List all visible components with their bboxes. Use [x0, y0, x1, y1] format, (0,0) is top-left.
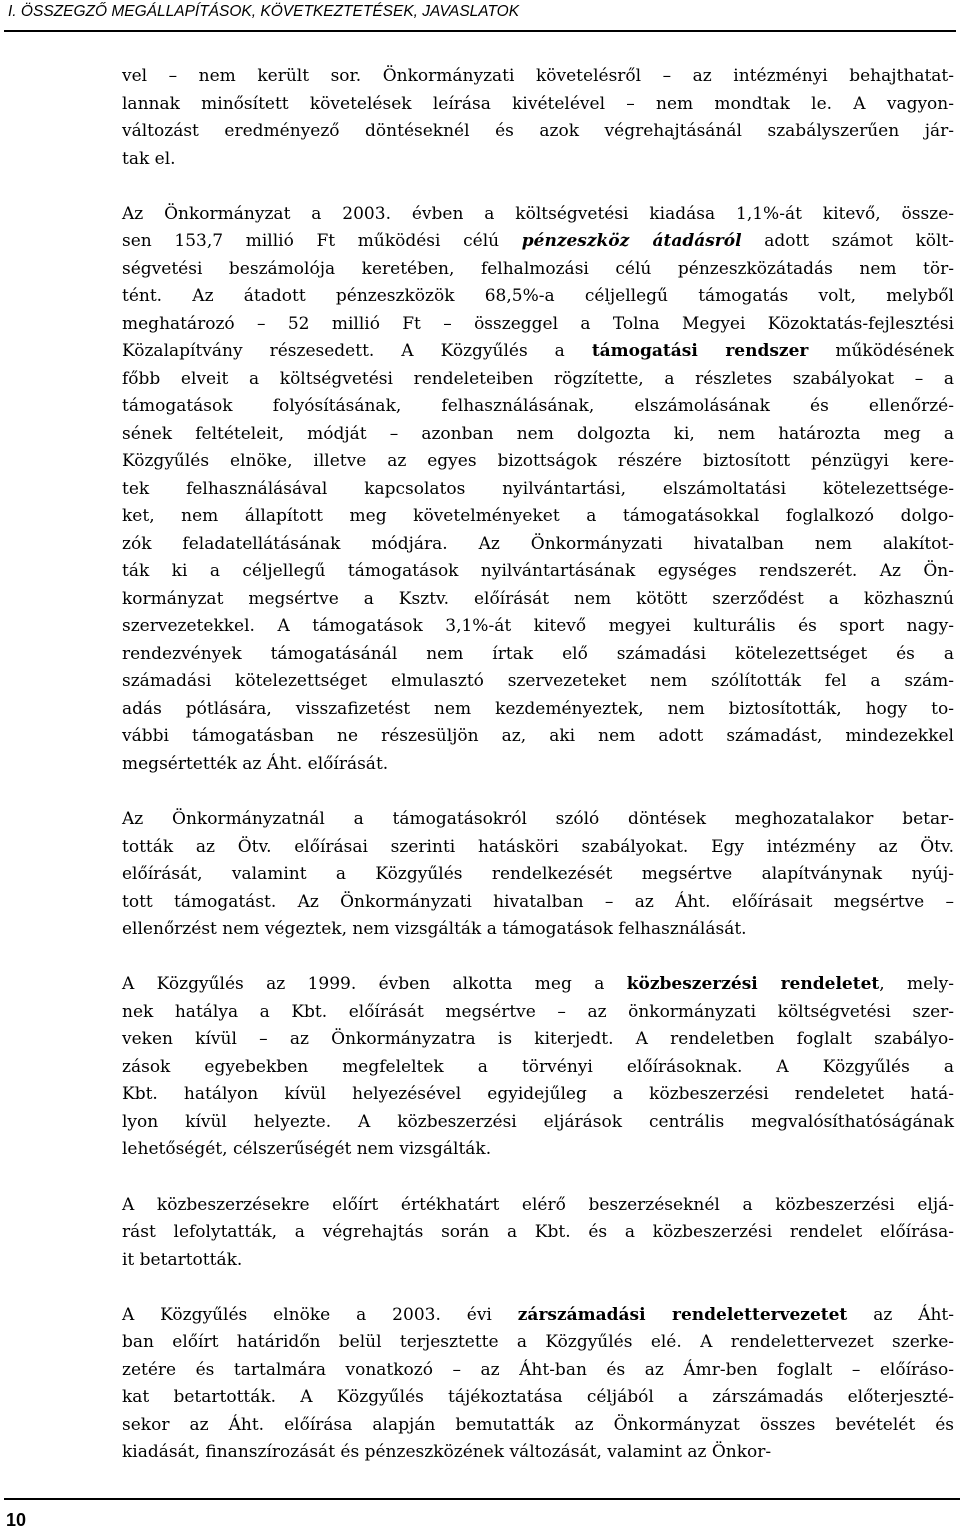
text-line: A Közgyűlés az 1999. évben alkotta meg a közbeszerzési rendeletet, mely-: [122, 974, 954, 995]
emphasized-term: zárszámadási rendelettervezetet: [517, 1304, 848, 1325]
text-line: sének feltételeit, módját – azonban nem dolgozta ki, nem határozta meg a: [122, 423, 954, 444]
text-line: ellenőrzést nem végeztek, nem vizsgálták a támogatások felhasználását.: [122, 919, 747, 940]
text-line: Közgyűlés elnöke, illetve az egyes bizottságok részére biztosított pénzügyi kere-: [122, 451, 954, 472]
footer-rule: [4, 1498, 960, 1500]
text-line: it betartották.: [122, 1249, 243, 1270]
page-header: [4, 0, 956, 32]
paragraph-gap: [122, 1164, 954, 1192]
paragraph: [122, 1192, 954, 1275]
text-line: veken kívül – az Önkormányzatra is kiterjedt. A rendeletben foglalt szabályo-: [122, 1029, 954, 1050]
text-line: ban előírt határidőn belül terjesztette a Közgyűlés elé. A rendelettervezet szerke-: [122, 1332, 954, 1353]
paragraph: [122, 1302, 954, 1467]
text-line: tak el.: [122, 148, 176, 169]
text-line: A közbeszerzésekre előírt értékhatárt elérő beszerzéseknél a közbeszerzési eljá-: [122, 1194, 954, 1215]
paragraph-gap: [122, 173, 954, 201]
text-line: adás pótlására, visszafizetést nem kezdeményeztek, nem biztosították, hogy to-: [122, 698, 954, 719]
text-line: meghatározó – 52 millió Ft – összeggel a Tolna Megyei Közoktatás-fejlesztési: [122, 313, 954, 334]
text-line: rást lefolytatták, a végrehajtás során a Kbt. és a közbeszerzési rendelet előírása-: [122, 1222, 954, 1243]
text-line: Az Önkormányzat a 2003. évben a költségvetési kiadása 1,1%-át kitevő, össze-: [122, 203, 954, 224]
text-line: rendezvények támogatásánál nem írtak elő számadási kötelezettséget és a: [122, 643, 954, 664]
text-line: tént. Az átadott pénzeszközök 68,5%-a céljellegű támogatás volt, melyből: [122, 286, 954, 307]
paragraph-gap: [122, 778, 954, 806]
text-line: zetére és tartalmára vonatkozó – az Áht-ban és az Ámr-ben foglalt – előíráso-: [122, 1359, 954, 1380]
page-number: 10: [6, 1510, 27, 1530]
text-line: számadási kötelezettséget elmulasztó szervezeteket nem szólították fel a szám-: [122, 671, 954, 692]
text-line: ket, nem állapított meg követelményeket a támogatásokkal foglalkozó dolgo-: [122, 506, 954, 527]
text-line: tották az Ötv. előírásai szerinti hatásköri szabályokat. Egy intézmény az Ötv.: [122, 836, 954, 857]
text-line: lyon kívül helyezte. A közbeszerzési eljárások centrális megvalósíthatóságának: [122, 1111, 954, 1132]
text-line: tek felhasználásával kapcsolatos nyilvántartási, elszámoltatási kötelezettsége-: [122, 478, 954, 499]
text-line: zók feladatellátásának módjára. Az Önkormányzati hivatalban nem alakítot-: [122, 533, 954, 554]
text-line: főbb elveit a költségvetési rendeleteiben rögzítette, a részletes szabályokat – a: [122, 368, 954, 389]
text-line: Az Önkormányzatnál a támogatásokról szóló döntések meghozatalakor betar-: [122, 809, 954, 830]
text-line: megsértették az Áht. előírását.: [122, 753, 389, 774]
document-body: [122, 63, 954, 1467]
text-line: zások egyebekben megfeleltek a törvényi előírásoknak. A Közgyűlés a: [122, 1056, 954, 1077]
text-line: Kbt. hatályon kívül helyezésével egyidejűleg a közbeszerzési rendeletet hatá-: [122, 1084, 954, 1105]
text-line: előírását, valamint a Közgyűlés rendelkezését megsértve alapítványnak nyúj-: [122, 864, 954, 885]
text-line: sen 153,7 millió Ft működési célú pénzeszköz átadásról adott számot költ-: [122, 231, 954, 252]
paragraph-gap: [122, 1274, 954, 1302]
text-line: sekor az Áht. előírása alapján bemutatták az Önkormányzat összes bevételét és: [122, 1414, 954, 1435]
paragraph-gap: [122, 944, 954, 972]
text-line: kiadását, finanszírozását és pénzeszközének változását, valamint az Önkor-: [122, 1442, 772, 1463]
text-line: kormányzat megsértve a Ksztv. előírását nem kötött szerződést a közhasznú: [122, 588, 954, 609]
text-line: Közalapítvány részesedett. A Közgyűlés a támogatási rendszer működésének: [122, 341, 954, 362]
text-line: tott támogatást. Az Önkormányzati hivatalban – az Áht. előírásait megsértve –: [122, 891, 954, 912]
text-line: változást eredményező döntéseknél és azok végrehajtásánál szabályszerűen jár-: [122, 121, 954, 141]
paragraph: [122, 806, 954, 944]
header-title: I. ÖSSZEGZŐ MEGÁLLAPÍTÁSOK, KÖVETKEZTETÉSEK, JAVASLATOK: [8, 3, 520, 20]
text-line: támogatások folyósításának, felhasználásának, elszámolásának és ellenőrzé-: [122, 396, 954, 417]
text-line: lehetőségét, célszerűségét nem vizsgálták.: [122, 1139, 492, 1160]
text-line: szervezetekkel. A támogatások 3,1%-át kitevő megyei kulturális és sport nagy-: [122, 616, 954, 637]
text-line: ségvetési beszámolója keretében, felhalmozási célú pénzeszközátadás nem tör-: [122, 258, 954, 279]
text-line: nek hatálya a Kbt. előírását megsértve – az önkormányzati költségvetési szer-: [122, 1001, 954, 1022]
text-line: vel – nem került sor. Önkormányzati követelésről – az intézményi behajthatat-: [122, 66, 954, 86]
emphasized-term: támogatási rendszer: [591, 341, 809, 362]
paragraph: [122, 63, 954, 173]
text-line: vábbi támogatásban ne részesüljön az, aki nem adott számadást, mindezekkel: [122, 726, 954, 747]
emphasized-term: közbeszerzési rendeletet: [626, 974, 880, 995]
text-line: A Közgyűlés elnöke a 2003. évi zárszámadási rendelettervezetet az Áht-: [122, 1304, 954, 1325]
text-line: ták ki a céljellegű támogatások nyilvántartásának egységes rendszerét. Az Ön-: [122, 561, 954, 582]
paragraph: [122, 971, 954, 1164]
paragraph: [122, 201, 954, 779]
text-line: kat betartották. A Közgyűlés tájékoztatása céljából a zárszámadás előterjeszté-: [122, 1387, 954, 1408]
text-line: lannak minősített követelések leírása kivételével – nem mondtak le. A vagyon-: [122, 93, 954, 114]
emphasized-term: pénzeszköz átadásról: [521, 231, 742, 252]
